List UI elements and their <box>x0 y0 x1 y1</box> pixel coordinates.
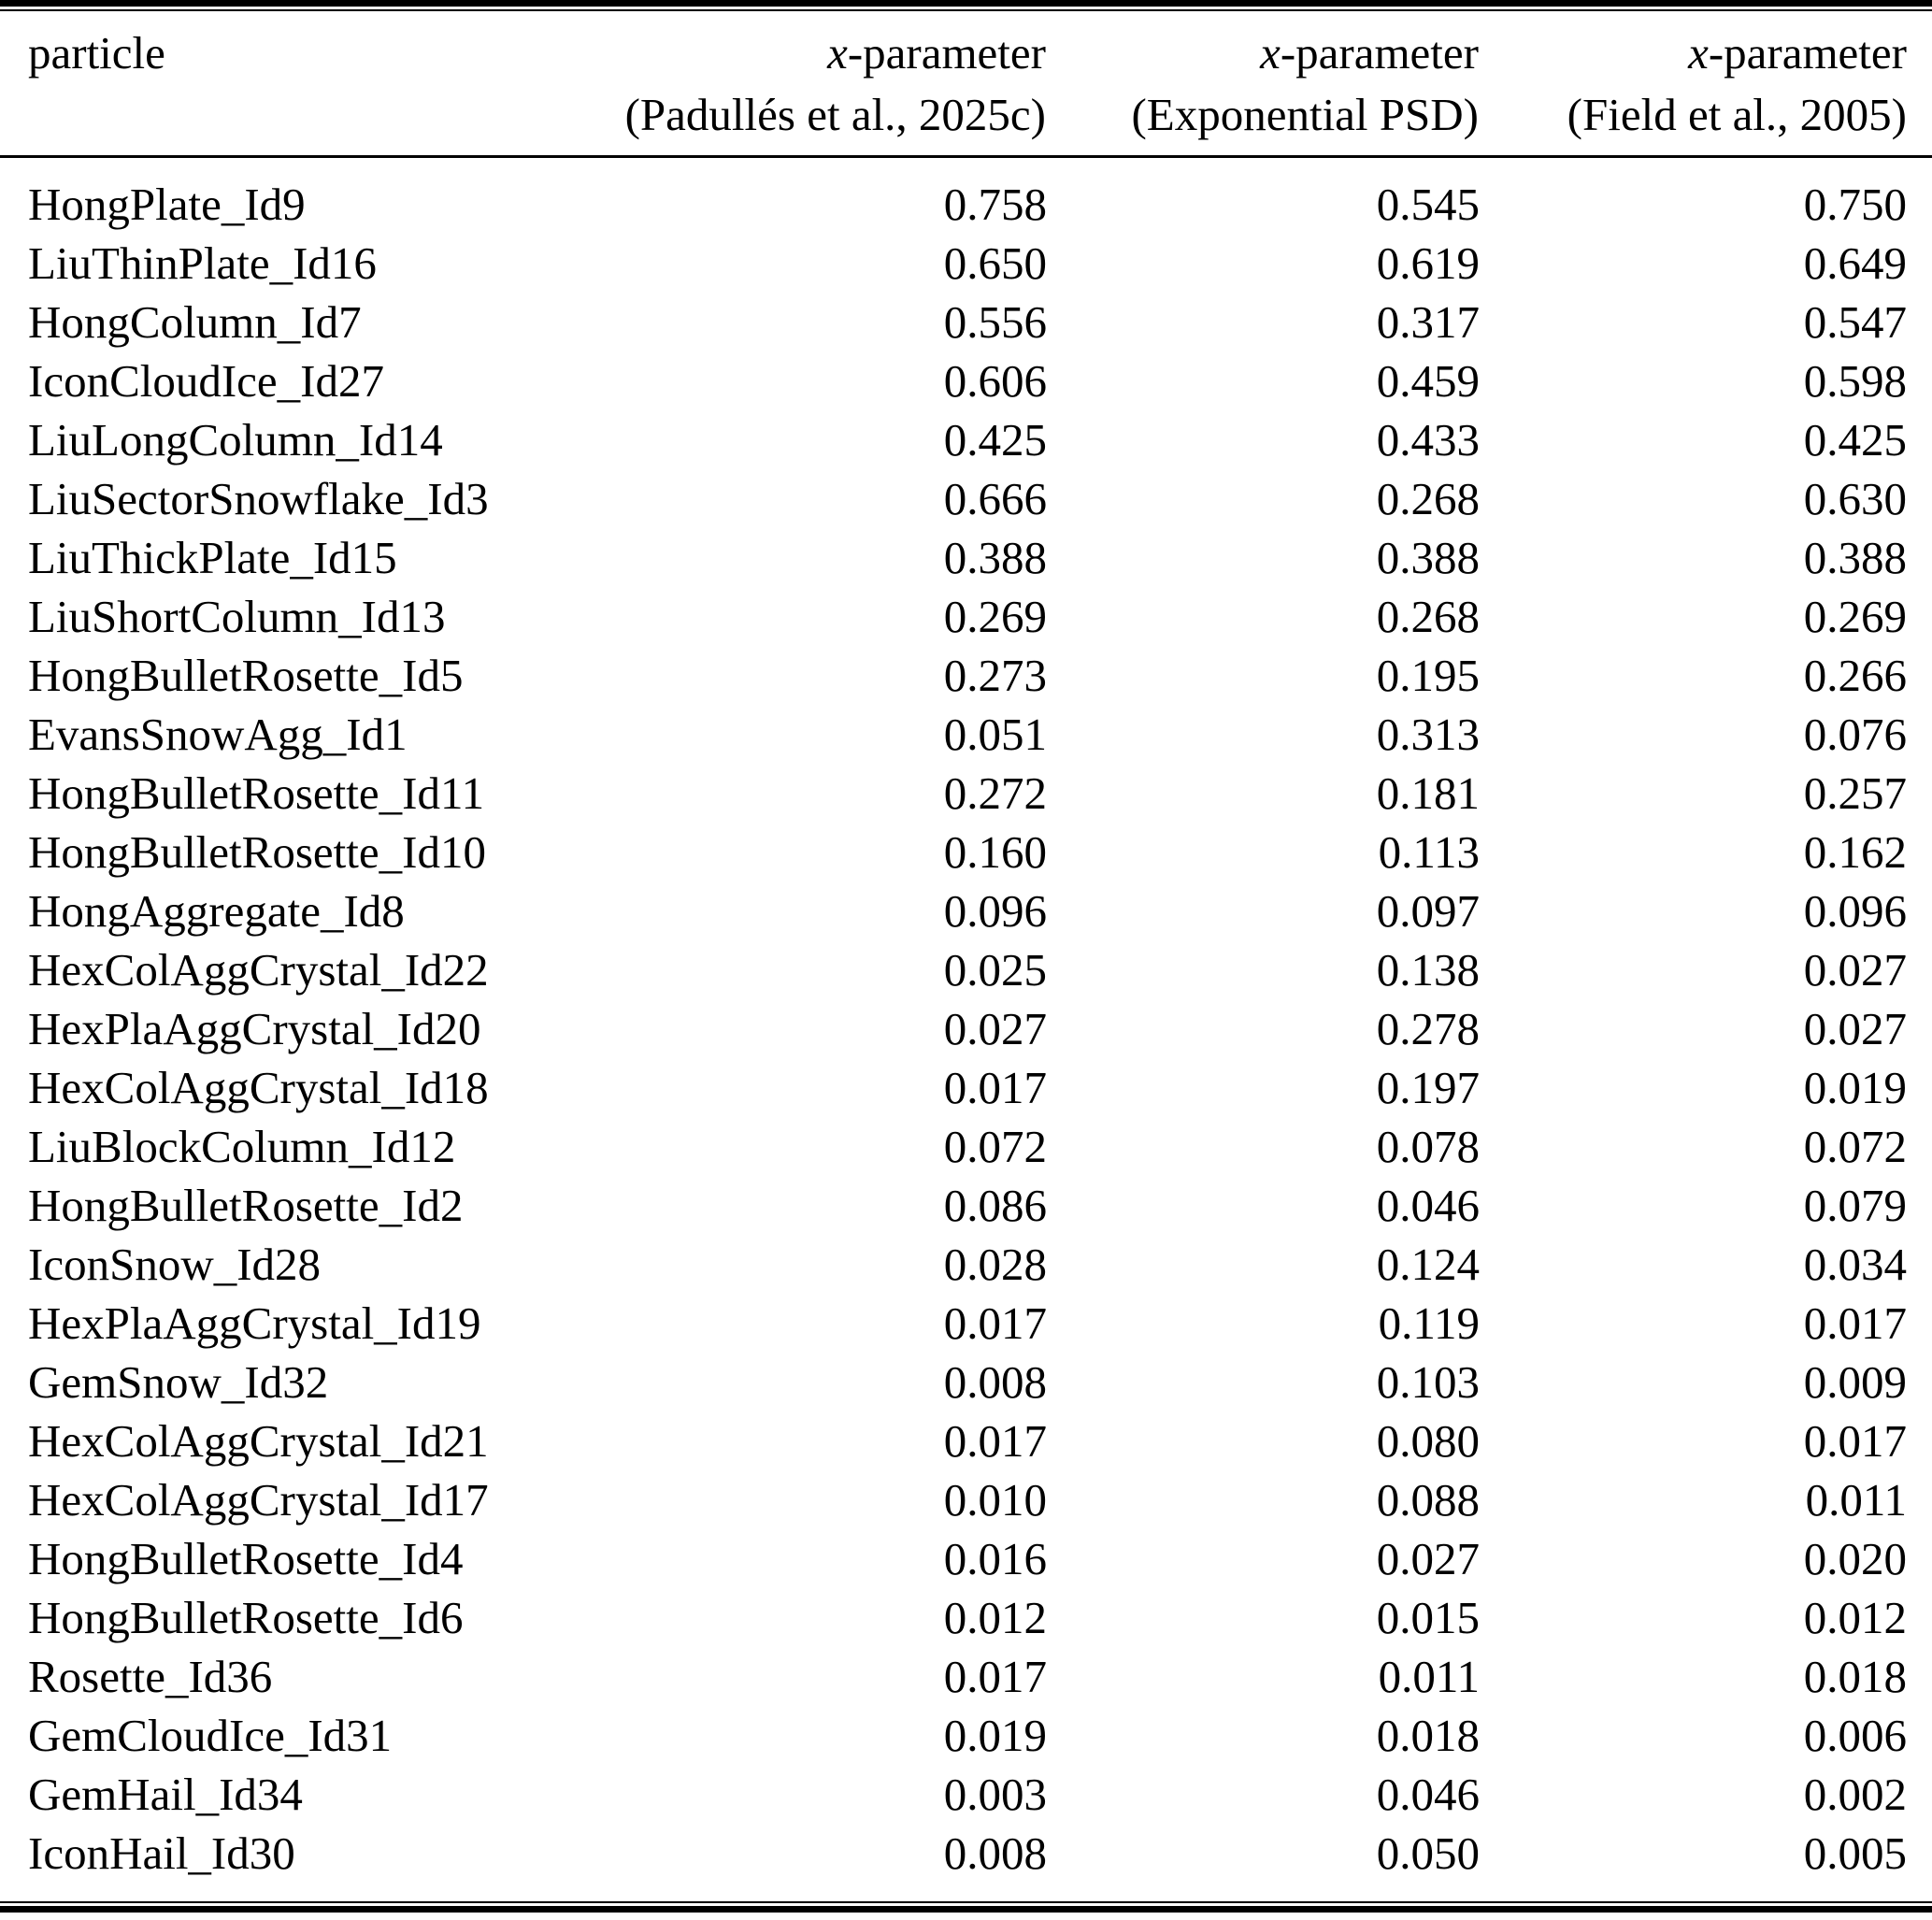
x-parameter-value: 0.027 <box>1803 1003 1907 1054</box>
x-parameter-value: 0.012 <box>943 1592 1047 1643</box>
x-parameter-value: 0.459 <box>1376 355 1480 407</box>
x-parameter-value: 0.268 <box>1376 473 1480 524</box>
x-parameter-value: 0.273 <box>943 650 1047 701</box>
particle-name: GemCloudIce_Id31 <box>28 1710 393 1761</box>
x-parameter-value: 0.079 <box>1803 1180 1907 1231</box>
particle-name: HongBulletRosette_Id10 <box>28 826 486 878</box>
x-parameter-value: 0.028 <box>943 1239 1047 1290</box>
x-parameter-value: 0.097 <box>1376 885 1480 937</box>
x-parameter-value: 0.088 <box>1376 1474 1480 1526</box>
table-row <box>0 234 1932 293</box>
table-row <box>0 1588 1932 1647</box>
x-parameter-value: 0.018 <box>1376 1710 1480 1761</box>
header-title-rest: -parameter <box>1280 27 1479 79</box>
x-parameter-value: 0.003 <box>943 1769 1047 1820</box>
particle-name: HongAggregate_Id8 <box>28 885 405 937</box>
x-parameter-value: 0.257 <box>1803 767 1907 819</box>
table-row <box>0 823 1932 881</box>
x-parameter-value: 0.317 <box>1376 296 1480 348</box>
table-row <box>0 1824 1932 1901</box>
table-row <box>0 940 1932 999</box>
x-parameter-value: 0.072 <box>943 1121 1047 1172</box>
table-row <box>0 1765 1932 1824</box>
table-row <box>0 528 1932 587</box>
x-parameter-value: 0.015 <box>1376 1592 1480 1643</box>
header-title-italic-x: x <box>1688 27 1709 79</box>
header-title-rest: -parameter <box>847 27 1046 79</box>
particle-name: GemSnow_Id32 <box>28 1356 329 1408</box>
table-row <box>0 1706 1932 1765</box>
header-title <box>1048 22 1479 84</box>
x-parameter-value: 0.545 <box>1376 179 1480 230</box>
x-parameter-value: 0.086 <box>943 1180 1047 1231</box>
table-row <box>0 410 1932 469</box>
particle-name: HexPlaAggCrystal_Id20 <box>28 1003 481 1054</box>
x-parameter-value: 0.388 <box>1376 532 1480 583</box>
x-parameter-value: 0.425 <box>943 414 1047 466</box>
table-row <box>0 1176 1932 1235</box>
particle-name: IconCloudIce_Id27 <box>28 355 384 407</box>
x-parameter-value: 0.010 <box>943 1474 1047 1526</box>
header-subtitle: (Padullés et al., 2025c) <box>624 89 1046 140</box>
table-row <box>0 1411 1932 1470</box>
x-parameter-value: 0.269 <box>1803 591 1907 642</box>
header-subtitle: (Exponential PSD) <box>1131 89 1479 140</box>
x-parameter-value: 0.019 <box>943 1710 1047 1761</box>
x-parameter-value: 0.268 <box>1376 591 1480 642</box>
x-parameter-value: 0.547 <box>1803 296 1907 348</box>
particle-name: HongBulletRosette_Id11 <box>28 767 485 819</box>
table-row <box>0 1117 1932 1176</box>
x-parameter-value: 0.096 <box>943 885 1047 937</box>
particle-name: HongBulletRosette_Id5 <box>28 650 464 701</box>
particle-name: HongColumn_Id7 <box>28 296 362 348</box>
x-parameter-value: 0.313 <box>1376 709 1480 760</box>
column-header-x-parameter-field <box>1480 11 1932 157</box>
table-row <box>0 351 1932 410</box>
table-row <box>0 705 1932 764</box>
particle-name: LiuShortColumn_Id13 <box>28 591 446 642</box>
x-parameter-value: 0.046 <box>1376 1769 1480 1820</box>
x-parameter-value: 0.103 <box>1376 1356 1480 1408</box>
x-parameter-value: 0.666 <box>943 473 1047 524</box>
x-parameter-value: 0.138 <box>1376 944 1480 996</box>
table-row <box>0 881 1932 940</box>
x-parameter-value: 0.051 <box>943 709 1047 760</box>
x-parameter-value: 0.195 <box>1376 650 1480 701</box>
x-parameter-value: 0.113 <box>1378 826 1480 878</box>
header-title <box>1481 22 1907 84</box>
header-title-italic-x: x <box>827 27 848 79</box>
x-parameter-value: 0.017 <box>943 1415 1047 1467</box>
particle-name: LiuThickPlate_Id15 <box>28 532 397 583</box>
x-parameter-value: 0.018 <box>1803 1651 1907 1702</box>
x-parameter-value: 0.181 <box>1376 767 1480 819</box>
table-row <box>0 646 1932 705</box>
table-row <box>0 1235 1932 1294</box>
particle-name: HexColAggCrystal_Id18 <box>28 1062 489 1113</box>
x-parameter-value: 0.650 <box>943 237 1047 289</box>
particle-name: HexColAggCrystal_Id22 <box>28 944 489 996</box>
header-title-rest: -parameter <box>1708 27 1907 79</box>
x-parameter-value: 0.076 <box>1803 709 1907 760</box>
table-body <box>0 157 1932 1902</box>
x-parameter-value: 0.269 <box>943 591 1047 642</box>
x-parameter-value: 0.160 <box>943 826 1047 878</box>
x-parameter-value: 0.433 <box>1376 414 1480 466</box>
x-parameter-value: 0.050 <box>1376 1827 1480 1879</box>
table-row <box>0 1529 1932 1588</box>
column-header-x-parameter-padulles <box>598 11 1047 157</box>
x-parameter-value: 0.630 <box>1803 473 1907 524</box>
x-parameter-value: 0.119 <box>1378 1297 1480 1349</box>
particle-name: HexColAggCrystal_Id21 <box>28 1415 489 1467</box>
x-parameter-value: 0.017 <box>1803 1415 1907 1467</box>
x-parameter-value: 0.606 <box>943 355 1047 407</box>
x-parameter-value: 0.556 <box>943 296 1047 348</box>
particle-name: HongBulletRosette_Id6 <box>28 1592 464 1643</box>
x-parameter-value: 0.078 <box>1376 1121 1480 1172</box>
x-parameter-value: 0.008 <box>943 1356 1047 1408</box>
x-parameter-value: 0.017 <box>943 1062 1047 1113</box>
table-top-thick-rule <box>0 0 1932 7</box>
table-row <box>0 587 1932 646</box>
table-row <box>0 764 1932 823</box>
header-title-italic-x: x <box>1260 27 1281 79</box>
x-parameter-value: 0.649 <box>1803 237 1907 289</box>
x-parameter-value: 0.072 <box>1803 1121 1907 1172</box>
x-parameter-value: 0.017 <box>1803 1297 1907 1349</box>
x-parameter-value: 0.278 <box>1376 1003 1480 1054</box>
table-row <box>0 1353 1932 1411</box>
particle-name: HongPlate_Id9 <box>28 179 306 230</box>
x-parameter-value: 0.080 <box>1376 1415 1480 1467</box>
table-row <box>0 1470 1932 1529</box>
x-parameter-value: 0.006 <box>1803 1710 1907 1761</box>
particle-name: HongBulletRosette_Id4 <box>28 1533 464 1584</box>
particle-name: HexColAggCrystal_Id17 <box>28 1474 489 1526</box>
x-parameter-value: 0.002 <box>1803 1769 1907 1820</box>
x-parameter-value: 0.012 <box>1803 1592 1907 1643</box>
header-subtitle: (Field et al., 2005) <box>1567 89 1907 140</box>
x-parameter-value: 0.124 <box>1376 1239 1480 1290</box>
x-parameter-value: 0.388 <box>1803 532 1907 583</box>
table-row <box>0 1058 1932 1117</box>
particle-name: GemHail_Id34 <box>28 1769 303 1820</box>
table-row <box>0 157 1932 235</box>
x-parameter-value: 0.266 <box>1803 650 1907 701</box>
x-parameter-value: 0.016 <box>943 1533 1047 1584</box>
x-parameter-value: 0.096 <box>1803 885 1907 937</box>
x-parameter-value: 0.019 <box>1803 1062 1907 1113</box>
table-header <box>0 11 1932 157</box>
x-parameter-value: 0.197 <box>1376 1062 1480 1113</box>
particle-name: IconSnow_Id28 <box>28 1239 322 1290</box>
table-row <box>0 1647 1932 1706</box>
particle-name: LiuThinPlate_Id16 <box>28 237 377 289</box>
table-row <box>0 999 1932 1058</box>
header-title <box>599 22 1046 84</box>
table-bottom-thick-rule <box>0 1906 1932 1913</box>
x-parameter-value: 0.011 <box>1378 1651 1480 1702</box>
x-parameter-value: 0.025 <box>943 944 1047 996</box>
x-parameter-value: 0.598 <box>1803 355 1907 407</box>
particle-name: IconHail_Id30 <box>28 1827 295 1879</box>
x-parameter-value: 0.758 <box>943 179 1047 230</box>
x-parameter-value: 0.388 <box>943 532 1047 583</box>
column-header-x-parameter-exponential-psd <box>1047 11 1480 157</box>
x-parameter-value: 0.011 <box>1805 1474 1907 1526</box>
particle-name: Rosette_Id36 <box>28 1651 273 1702</box>
table-row <box>0 1294 1932 1353</box>
table-row <box>0 469 1932 528</box>
table-row <box>0 293 1932 351</box>
x-parameter-value: 0.046 <box>1376 1180 1480 1231</box>
x-parameter-value: 0.009 <box>1803 1356 1907 1408</box>
particle-name: LiuLongColumn_Id14 <box>28 414 443 466</box>
particle-name: LiuBlockColumn_Id12 <box>28 1121 456 1172</box>
x-parameter-value: 0.020 <box>1803 1533 1907 1584</box>
x-parameter-value: 0.162 <box>1803 826 1907 878</box>
particle-name: EvansSnowAgg_Id1 <box>28 709 408 760</box>
x-parameter-value: 0.017 <box>943 1651 1047 1702</box>
column-header-particle: particle <box>0 11 598 157</box>
x-parameter-value: 0.619 <box>1376 237 1480 289</box>
x-parameter-value: 0.005 <box>1803 1827 1907 1879</box>
x-parameter-value: 0.008 <box>943 1827 1047 1879</box>
x-parameter-value: 0.034 <box>1803 1239 1907 1290</box>
header-row <box>0 11 1932 157</box>
x-parameter-value: 0.425 <box>1803 414 1907 466</box>
x-parameter-table <box>0 11 1932 1901</box>
particle-name: HongBulletRosette_Id2 <box>28 1180 464 1231</box>
x-parameter-value: 0.027 <box>1376 1533 1480 1584</box>
particle-name: LiuSectorSnowflake_Id3 <box>28 473 489 524</box>
x-parameter-value: 0.272 <box>943 767 1047 819</box>
particle-name: HexPlaAggCrystal_Id19 <box>28 1297 481 1349</box>
x-parameter-value: 0.750 <box>1803 179 1907 230</box>
x-parameter-value: 0.027 <box>943 1003 1047 1054</box>
x-parameter-value: 0.017 <box>943 1297 1047 1349</box>
x-parameter-value: 0.027 <box>1803 944 1907 996</box>
